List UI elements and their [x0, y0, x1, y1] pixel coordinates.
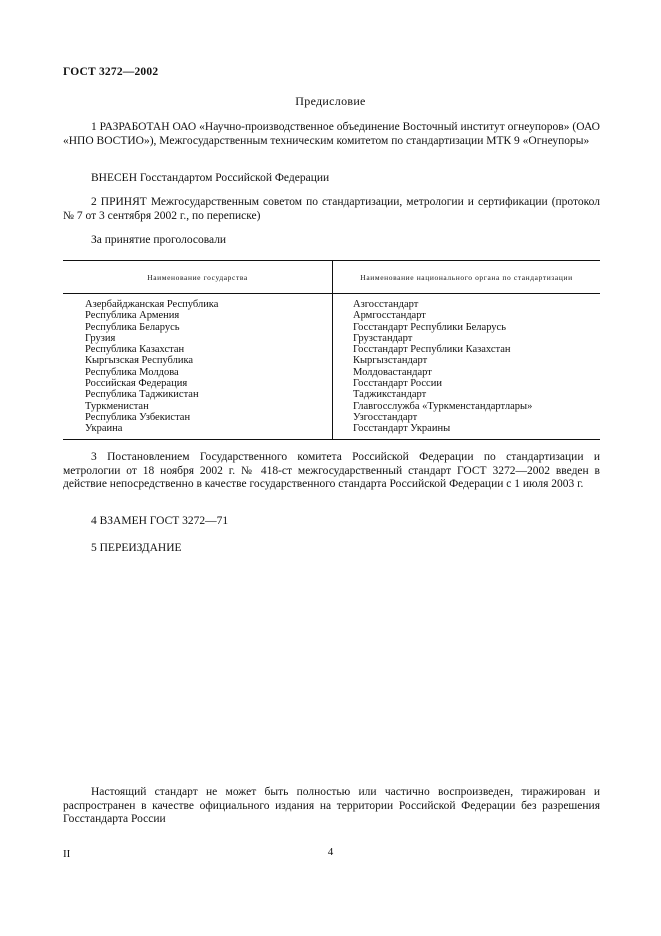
list-item: Азербайджанская Республика: [85, 299, 219, 310]
section-5-reissue: 5 ПЕРЕИЗДАНИЕ: [91, 542, 182, 554]
section-1-introduced: ВНЕСЕН Госстандартом Российской Федерации: [91, 172, 330, 184]
section-2-adopted: 2 ПРИНЯТ Межгосударственным советом по стандартизации, метрологии и сертификации (протокол № 7 от 3 сентября 2002 г., по переписке): [63, 196, 600, 222]
list-item: Туркменистан: [85, 400, 149, 412]
table-header-standards-body: Наименование национального органа по стандартизации: [360, 272, 573, 282]
list-item: Таджикстандарт: [353, 389, 427, 401]
list-item: Украина: [85, 423, 123, 435]
list-item: Кыргызстандарт: [353, 355, 428, 367]
list-item: Республика Молдова: [85, 366, 179, 378]
list-item: Республика Таджикистан: [85, 389, 199, 401]
list-item: Российская Федерация: [85, 378, 188, 390]
state-list: [85, 299, 218, 435]
list-item: Республика Беларусь: [85, 321, 180, 333]
list-item: Армгосстандарт: [353, 310, 426, 322]
list-item: Азгосстандарт: [353, 299, 419, 310]
copyright-notice: Настоящий стандарт не может быть полностью или частично воспроизведен, тиражирован и распространен в качестве официального издания на территории Российской Федерации без разрешения Госстандарта России: [63, 786, 600, 825]
section-4-replaces: 4 ВЗАМЕН ГОСТ 3272—71: [91, 515, 229, 527]
voted-for-label: За принятие проголосовали: [91, 234, 227, 246]
list-item: Госстандарт Республики Беларусь: [353, 321, 507, 333]
voting-states-table: [63, 260, 600, 440]
table-header-state: Наименование государства: [147, 272, 248, 282]
list-item: Госстандарт Украины: [353, 423, 451, 435]
list-item: Узгосстандарт: [353, 411, 418, 423]
list-item: Республика Узбекистан: [85, 411, 191, 423]
page-number: 4: [327, 846, 334, 858]
list-item: Грузстандарт: [353, 332, 413, 344]
page-title: Предисловие: [295, 94, 366, 108]
roman-page-mark: II: [63, 848, 71, 860]
list-item: Республика Армения: [85, 310, 180, 322]
list-item: Республика Казахстан: [85, 344, 185, 356]
section-1-developed: 1 РАЗРАБОТАН ОАО «Научно-производственное объединение Восточный институт огнеупоров» (ОАО «НПО ВОСТИО»), Межгосударственным техническим комитетом по стандартизации МТК 9 «Огнеупоры»: [63, 121, 600, 147]
list-item: Грузия: [85, 332, 116, 344]
section-3-enacted: 3 Постановлением Государственного комитета Российской Федерации по стандартизации и метрологии от 18 ноября 2002 г. № 418-ст межгосударственный стандарт ГОСТ 3272—2002 введен в действие непосредственно в качестве государственного стандарта Российской Федерации с 1 июля 2003 г.: [63, 451, 600, 490]
list-item: Главгосслужба «Туркменстандартлары»: [353, 400, 533, 412]
list-item: Госстандарт Республики Казахстан: [353, 344, 511, 356]
list-item: Кыргызская Республика: [85, 355, 194, 367]
list-item: Молдовастандарт: [353, 366, 432, 378]
standards-body-list: [353, 299, 532, 435]
list-item: Госстандарт России: [353, 378, 442, 390]
standard-code-header: ГОСТ 3272—2002: [63, 66, 159, 78]
